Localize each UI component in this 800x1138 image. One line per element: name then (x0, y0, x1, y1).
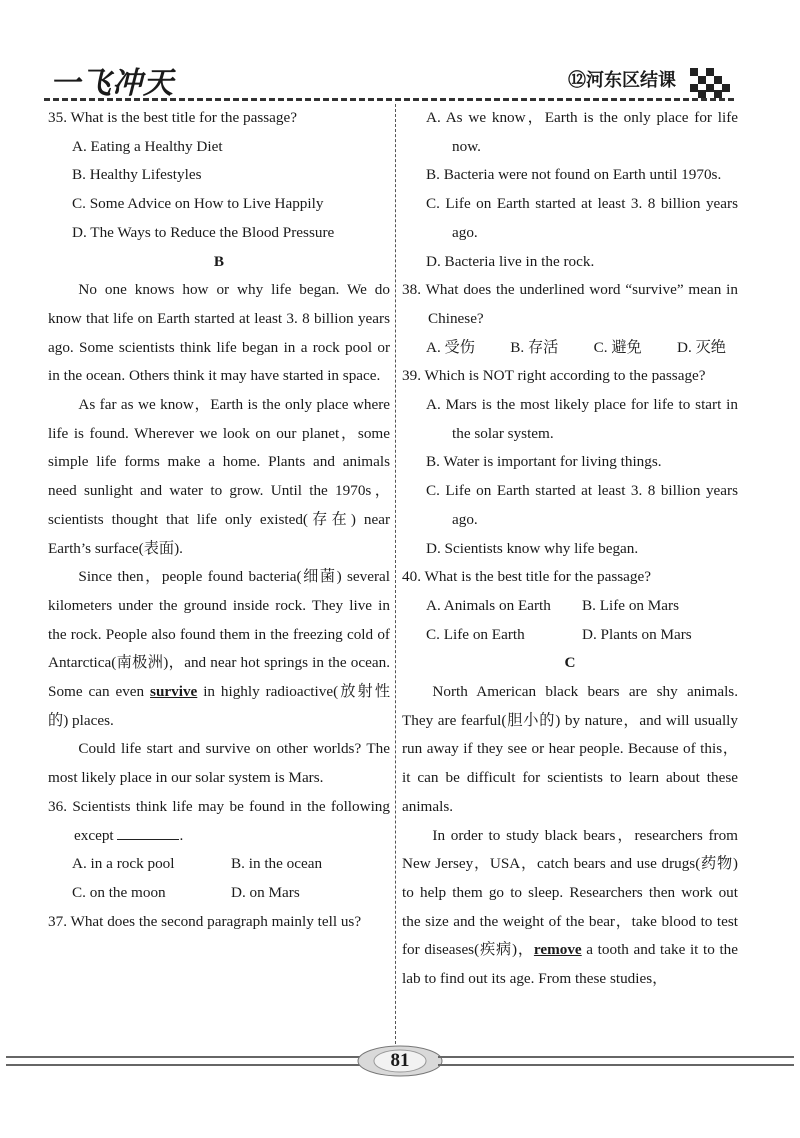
q36-option-c: C. on the moon (72, 883, 166, 901)
q36-stem-text: 36. Scientists think life may be found in the following except (48, 797, 390, 844)
q37-option-b: B. Bacteria were not found on Earth until 1970s. (426, 166, 722, 184)
passage-c-paragraph-1: North American black bears are shy animals. They are fearful(胆小的) by nature，and will usually run away if they see or hear people. Because of this，it can be difficult for scientists to learn about these animals. (402, 683, 738, 815)
series-title: ⑫河东区结课 (568, 70, 676, 91)
passage-b-paragraph-3 (48, 563, 390, 735)
q38-options-row (402, 334, 738, 363)
q40-options-row-1 (402, 592, 738, 621)
passage-b-paragraph-1: No one knows how or why life began. We do know that life on Earth started at least 3. 8 billion years ago. Some scientists think life began in a rock pool or in the ocean. Others think it may have started in space. (48, 281, 390, 385)
left-column (48, 104, 390, 936)
underlined-word-remove: remove (533, 941, 582, 959)
q38-option-a: A. 受伤 (426, 338, 475, 356)
passage-c-paragraph-2 (402, 822, 738, 994)
page-footer (0, 1040, 800, 1080)
section-b-heading: B (213, 252, 225, 270)
paragraph-c2-text-start: In order to study black bears，researchers from New Jersey，USA，catch bears and use drugs(药物) to help them go to sleep. Researchers then work out the size and the weight of the bear，take blood to test for diseases(疾病)， (402, 826, 738, 959)
q36-option-d: D. on Mars (231, 883, 300, 901)
q40-option-b: B. Life on Mars (582, 596, 680, 614)
paragraph-3-text-start: Since then，people found bacteria(细菌) several kilometers under the ground inside rock. They live in the rock. People also found them in the freezing cold of Antarctica(南极洲)，and near hot springs in the ocean. Some can even (48, 568, 390, 701)
page-number: 81 (390, 1050, 410, 1071)
q38-option-b: B. 存活 (510, 338, 559, 356)
passage-b-paragraph-2: As far as we know，Earth is the only place where life is found. Wherever we look on our planet，some simple life forms make a home. Plants and animals need sunlight and water to grow. Until the 1970s，scientists thought that life only existed(存在) near Earth’s surface(表面). (48, 396, 390, 557)
q36-options-row-1 (48, 850, 390, 879)
q40-options-row-2 (402, 621, 738, 650)
header-rule (44, 98, 734, 101)
q35-option-c: C. Some Advice on How to Live Happily (72, 195, 324, 213)
q38-option-c: C. 避免 (593, 338, 642, 356)
q35-option-a: A. Eating a Healthy Diet (72, 137, 223, 155)
brand-title: 一飞冲天 (50, 66, 174, 101)
q38-option-d: D. 灭绝 (677, 338, 726, 356)
q40-option-a: A. Animals on Earth (426, 596, 551, 614)
footer-rule-right (438, 1056, 794, 1066)
q38-stem: 38. What does the underlined word “survive” mean in Chinese? (402, 281, 738, 327)
q37-stem: 37. What does the second paragraph mainly tell us? (48, 912, 362, 930)
paragraph-c2-text-end: a tooth and take it to the lab to find out its age. From these studies， (402, 941, 739, 988)
passage-b-paragraph-4: Could life start and survive on other worlds? The most likely place in our solar system is Mars. (48, 740, 390, 787)
q40-option-d: D. Plants on Mars (582, 625, 692, 643)
q36-option-a: A. in a rock pool (72, 855, 175, 873)
page-header (0, 0, 800, 100)
q40-option-c: C. Life on Earth (426, 625, 525, 643)
column-divider (395, 104, 396, 1044)
q39-option-d: D. Scientists know why life began. (426, 539, 639, 557)
q39-option-b: B. Water is important for living things. (426, 453, 662, 471)
footer-rule-left (6, 1056, 362, 1066)
right-column (402, 104, 738, 994)
paragraph-3-text-end: in highly radioactive(放射性的) places. (48, 683, 391, 729)
q35-stem: 35. What is the best title for the passage? (48, 109, 297, 126)
q39-stem: 39. Which is NOT right according to the passage? (402, 367, 706, 385)
section-c-heading: C (564, 654, 576, 672)
q37-option-a: A. As we know，Earth is the only place for life now. (426, 109, 738, 155)
q36-options-row-2 (48, 879, 390, 908)
q39-option-a: A. Mars is the most likely place for life to start in the solar system. (426, 396, 738, 442)
q36-option-b: B. in the ocean (231, 855, 323, 873)
q35-option-d: D. The Ways to Reduce the Blood Pressure (72, 223, 335, 241)
answer-blank (117, 825, 179, 840)
q35-option-b: B. Healthy Lifestyles (72, 166, 202, 184)
q37-option-c: C. Life on Earth started at least 3. 8 billion years ago. (426, 195, 738, 241)
checker-decoration-icon (690, 68, 734, 98)
q39-option-c: C. Life on Earth started at least 3. 8 billion years ago. (426, 482, 738, 528)
q40-stem: 40. What is the best title for the passage? (402, 568, 651, 586)
q37-option-d: D. Bacteria live in the rock. (426, 252, 595, 270)
underlined-word-survive: survive (150, 683, 198, 701)
q36-stem: 36. Scientists think life may be found in the following except . (48, 797, 390, 844)
